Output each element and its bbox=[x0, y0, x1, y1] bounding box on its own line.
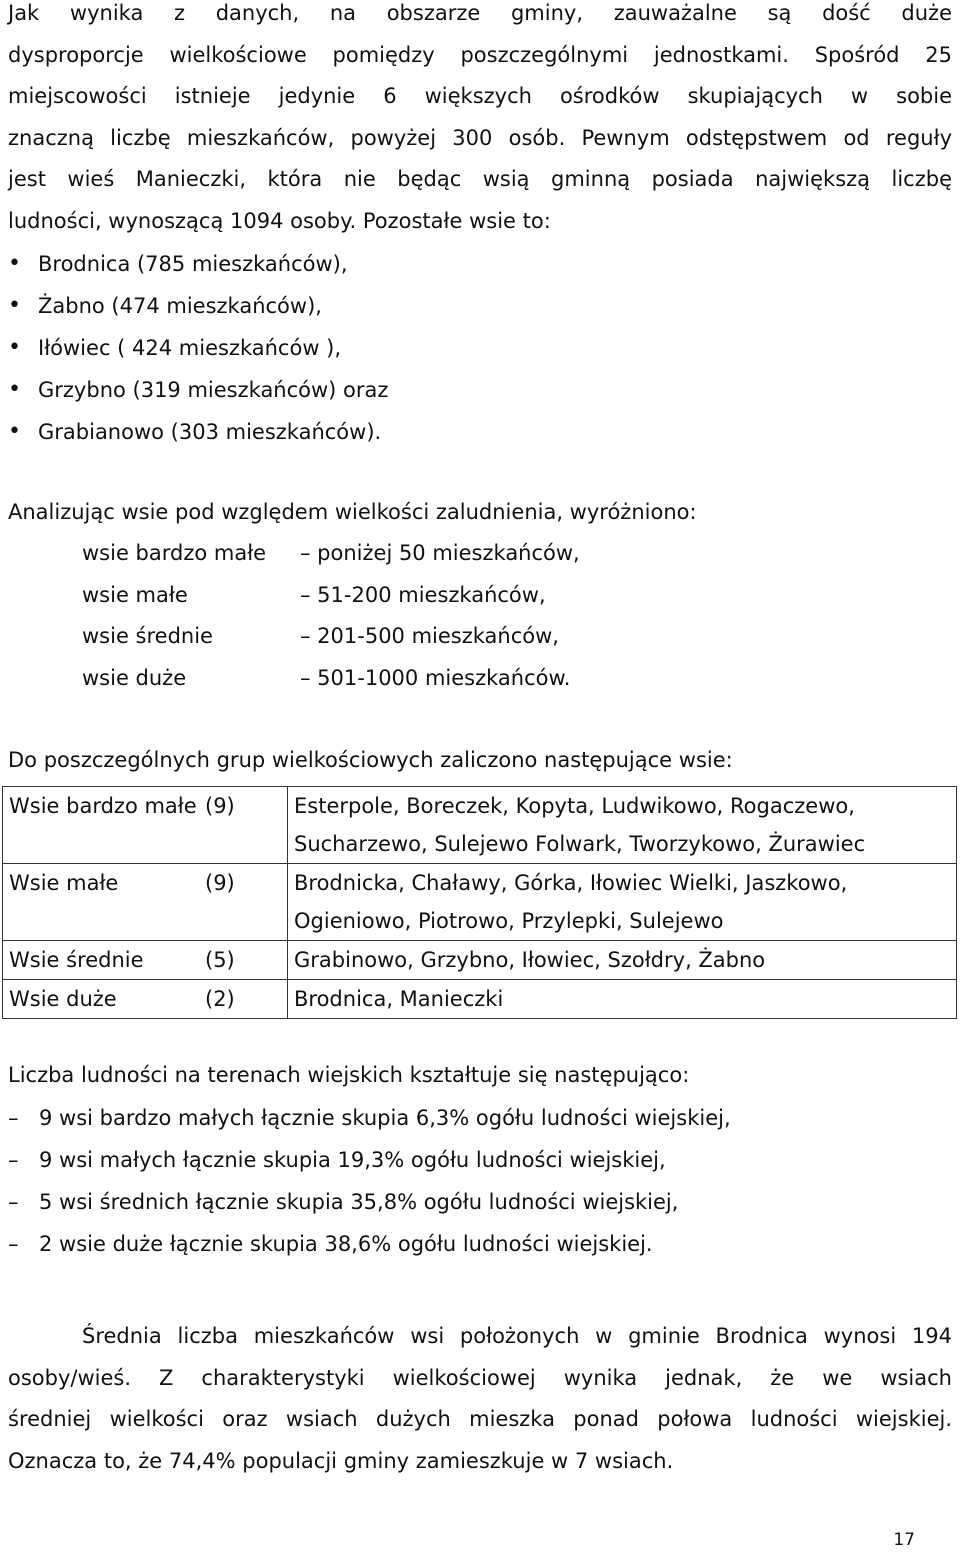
range-value: – poniżej 50 mieszkańców, bbox=[300, 541, 580, 565]
size-intro-text: Analizując wsie pod względem wielkości zaludnienia, wyróżniono: bbox=[8, 500, 697, 524]
category-count: (9) bbox=[205, 794, 235, 818]
range-row bbox=[82, 575, 580, 617]
cell-line: Esterpole, Boreczek, Kopyta, Ludwikowo, Rogaczewo, bbox=[294, 794, 855, 818]
villages-cell bbox=[288, 980, 957, 1019]
category-count: (9) bbox=[205, 871, 235, 895]
category-cell bbox=[3, 787, 288, 864]
category-count: (5) bbox=[205, 948, 235, 972]
category-cell bbox=[3, 980, 288, 1019]
list-item: – 2 wsie duże łącznie skupia 38,6% ogółu ludności wiejskiej. bbox=[8, 1223, 731, 1265]
village-groups-table bbox=[2, 786, 957, 1019]
list-item: • Grzybno (319 mieszkańców) oraz bbox=[8, 369, 388, 411]
paragraph-line: dysproporcje wielkościowe pomiędzy poszczególnymi jednostkami. Spośród 25 bbox=[8, 42, 952, 67]
range-row bbox=[82, 533, 580, 575]
cell-line: Brodnica, Manieczki bbox=[294, 987, 504, 1011]
cell-line: Grabinowo, Grzybno, Iłowiec, Szołdry, Żabno bbox=[294, 948, 766, 972]
paragraph-line: jest wieś Manieczki, która nie będąc wsią gminną posiada największą liczbę bbox=[8, 167, 952, 191]
paragraph-line: Jak wynika z danych, na obszarze gminy, zauważalne są dość duże bbox=[8, 1, 952, 25]
intro-paragraph bbox=[8, 0, 952, 242]
table-row bbox=[3, 980, 957, 1019]
list-item: • Iłówiec ( 424 mieszkańców ), bbox=[8, 327, 388, 369]
villages-cell bbox=[288, 864, 957, 941]
category-name: Wsie średnie bbox=[9, 948, 144, 972]
villages-cell bbox=[288, 787, 957, 864]
summary-paragraph bbox=[8, 1316, 952, 1482]
list-item: • Brodnica (785 mieszkańców), bbox=[8, 243, 388, 285]
paragraph-line: Oznacza to, że 74,4% populacji gminy zamieszkuje w 7 wsiach. bbox=[8, 1448, 674, 1473]
paragraph-line: znaczną liczbę mieszkańców, powyżej 300 osób. Pewnym odstępstwem od reguły bbox=[8, 125, 952, 150]
category-count: (2) bbox=[205, 987, 235, 1011]
range-value: – 51-200 mieszkańców, bbox=[300, 582, 546, 607]
village-list bbox=[8, 243, 388, 453]
cell-line: Sucharzewo, Sulejewo Folwark, Tworzykowo, Żurawiec bbox=[294, 832, 866, 856]
groups-intro bbox=[8, 740, 952, 782]
population-intro bbox=[8, 1055, 952, 1097]
range-row bbox=[82, 616, 580, 658]
range-label: wsie bardzo małe bbox=[82, 541, 267, 565]
range-label: wsie duże bbox=[82, 665, 187, 690]
table-row bbox=[3, 941, 957, 980]
range-label: wsie średnie bbox=[82, 624, 213, 648]
list-item: • Żabno (474 mieszkańców), bbox=[8, 285, 388, 327]
list-item: – 9 wsi małych łącznie skupia 19,3% ogółu ludności wiejskiej, bbox=[8, 1139, 731, 1181]
cell-line: Brodnicka, Chaławy, Górka, Iłowiec Wielki, Jaszkowo, bbox=[294, 871, 848, 895]
paragraph-line: ludności, wynoszącą 1094 osoby. Pozostałe wsie to: bbox=[8, 208, 551, 233]
table-row bbox=[3, 864, 957, 941]
paragraph-line: miejscowości istnieje jedynie 6 większych ośrodków skupiających w sobie bbox=[8, 84, 952, 108]
category-name: Wsie bardzo małe bbox=[9, 794, 197, 818]
paragraph-line: średniej wielkości oraz wsiach dużych mieszka ponad połowa ludności wiejskiej. bbox=[8, 1407, 952, 1431]
cell-line: Ogieniowo, Piotrowo, Przylepki, Sulejewo bbox=[294, 909, 724, 933]
groups-intro-text: Do poszczególnych grup wielkościowych zaliczono następujące wsie: bbox=[8, 748, 733, 772]
villages-cell bbox=[288, 941, 957, 980]
category-name: Wsie małe bbox=[9, 871, 119, 895]
population-list bbox=[8, 1097, 731, 1265]
paragraph-line: osoby/wieś. Z charakterystyki wielkościowej wynika jednak, że we wsiach bbox=[8, 1365, 952, 1390]
range-value: – 501-1000 mieszkańców. bbox=[300, 665, 571, 690]
size-intro bbox=[8, 492, 952, 534]
range-row bbox=[82, 658, 580, 700]
page-number: 17 bbox=[893, 1530, 915, 1550]
size-ranges bbox=[82, 533, 580, 699]
range-value: – 201-500 mieszkańców, bbox=[300, 624, 559, 648]
list-item: – 5 wsi średnich łącznie skupia 35,8% ogółu ludności wiejskiej, bbox=[8, 1181, 731, 1223]
table-row bbox=[3, 787, 957, 864]
category-cell bbox=[3, 864, 288, 941]
category-name: Wsie duże bbox=[9, 987, 117, 1011]
list-item: – 9 wsi bardzo małych łącznie skupia 6,3% ogółu ludności wiejskiej, bbox=[8, 1097, 731, 1139]
paragraph-line: Średnia liczba mieszkańców wsi położonych w gminie Brodnica wynosi 194 bbox=[82, 1324, 952, 1348]
category-cell bbox=[3, 941, 288, 980]
list-item: • Grabianowo (303 mieszkańców). bbox=[8, 411, 388, 453]
population-intro-text: Liczba ludności na terenach wiejskich kształtuje się następująco: bbox=[8, 1063, 690, 1087]
range-label: wsie małe bbox=[82, 582, 188, 607]
